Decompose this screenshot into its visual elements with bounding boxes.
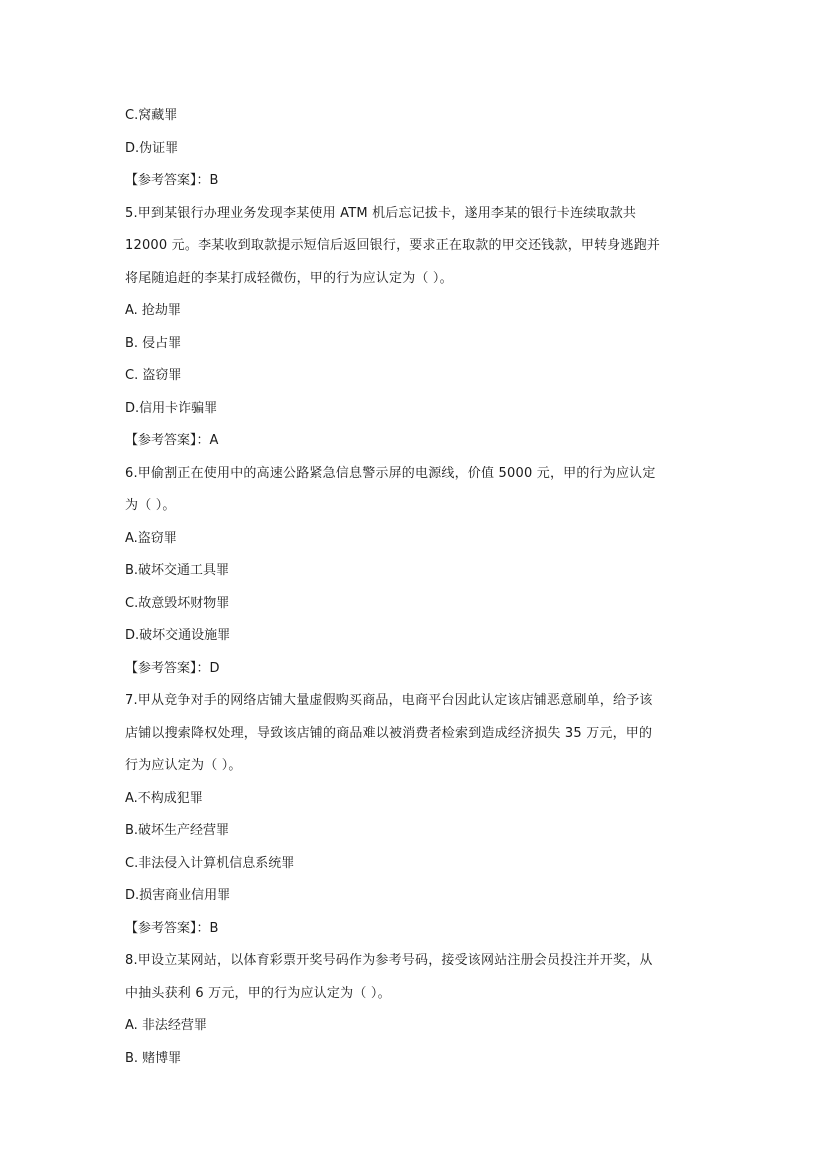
question-5-text: 将尾随追赶的李某打成轻微伤，甲的行为应认定为（ ）。 bbox=[125, 271, 453, 286]
answer-key: 【参考答案】：D bbox=[125, 661, 220, 676]
question-6-text: 6.甲偷割正在使用中的高速公路紧急信息警示屏的电源线，价值 5000 元，甲的行为应认定 bbox=[125, 466, 656, 481]
answer-key: 【参考答案】：A bbox=[125, 433, 219, 448]
option-d: D.信用卡诈骗罪 bbox=[125, 401, 218, 416]
answer-key: 【参考答案】：B bbox=[125, 921, 219, 936]
question-7-text: 店铺以搜索降权处理，导致该店铺的商品难以被消费者检索到造成经济损失 35 万元，甲的 bbox=[125, 726, 653, 741]
option-a: A.盗窃罪 bbox=[125, 531, 177, 546]
option-d: D.伪证罪 bbox=[125, 141, 179, 156]
option-d: D.损害商业信用罪 bbox=[125, 888, 231, 903]
question-5-text: 12000 元。李某收到取款提示短信后返回银行，要求正在取款的甲交还钱款，甲转身逃跑并 bbox=[125, 238, 661, 253]
option-c: C.非法侵入计算机信息系统罪 bbox=[125, 856, 295, 871]
option-c: C.窝藏罪 bbox=[125, 108, 178, 123]
option-c: C. 盗窃罪 bbox=[125, 368, 182, 383]
option-b: B. 赌博罪 bbox=[125, 1051, 182, 1066]
question-7-text: 行为应认定为（ ）。 bbox=[125, 758, 242, 773]
option-a: A. 非法经营罪 bbox=[125, 1018, 207, 1033]
option-c: C.故意毁坏财物罪 bbox=[125, 596, 230, 611]
question-5-text: 5.甲到某银行办理业务发现李某使用 ATM 机后忘记拔卡，遂用李某的银行卡连续取款共 bbox=[125, 206, 637, 221]
option-b: B. 侵占罪 bbox=[125, 336, 182, 351]
option-a: A.不构成犯罪 bbox=[125, 791, 203, 806]
question-8-text: 8.甲设立某网站，以体育彩票开奖号码作为参考号码，接受该网站注册会员投注并开奖，从 bbox=[125, 953, 653, 968]
question-8-text: 中抽头获利 6 万元，甲的行为应认定为（ ）。 bbox=[125, 986, 391, 1001]
question-7-text: 7.甲从竞争对手的网络店铺大量虚假购买商品，电商平台因此认定该店铺恶意刷单，给予该 bbox=[125, 693, 653, 708]
answer-key: 【参考答案】：B bbox=[125, 173, 219, 188]
option-d: D.破坏交通设施罪 bbox=[125, 628, 231, 643]
option-b: B.破坏生产经营罪 bbox=[125, 823, 230, 838]
option-b: B.破坏交通工具罪 bbox=[125, 563, 230, 578]
question-6-text: 为（ ）。 bbox=[125, 498, 176, 513]
option-a: A. 抢劫罪 bbox=[125, 303, 181, 318]
